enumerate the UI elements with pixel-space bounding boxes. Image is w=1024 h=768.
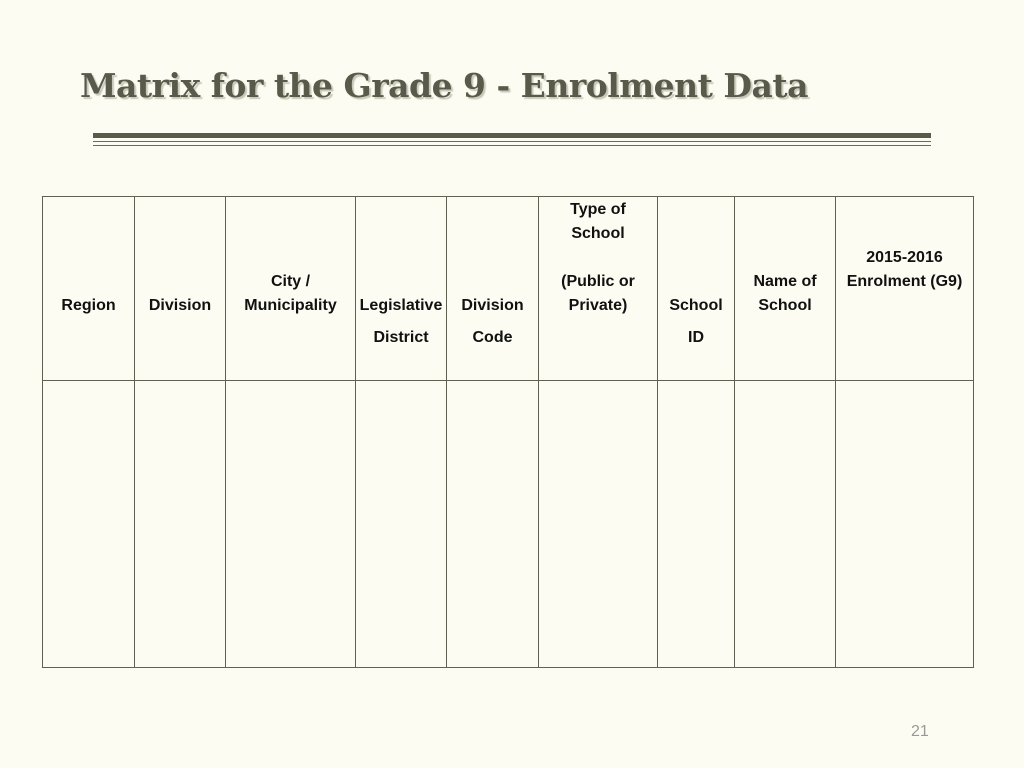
header-type-of-school [539,197,658,381]
header-text: Region [61,297,116,314]
header-text: Code [472,329,513,346]
header-text: Division [148,297,212,314]
header-text: Municipality [244,297,337,314]
header-row [43,197,974,381]
table-cell [735,381,836,668]
header-text: School [669,297,723,314]
table-cell [447,381,539,668]
slide-title: Matrix for the Grade 9 - Enrolment Data [80,66,809,105]
header-text: School [758,297,812,314]
page-number: 21 [911,723,929,740]
table-cell [658,381,735,668]
header-region [43,197,135,381]
header-text: District [373,329,429,346]
header-text: ID [688,329,704,346]
title-underline-thin [93,145,931,146]
header-text: City / [270,273,311,290]
enrolment-matrix-table [42,196,974,668]
header-text: 2015-2016 [866,249,943,266]
table-cell [356,381,447,668]
header-school-id [658,197,735,381]
title-underline-thick [93,133,931,138]
header-text: Private) [568,297,628,314]
table-cell [836,381,974,668]
table-cell [539,381,658,668]
header-text: Name of [753,273,817,290]
table-cell [43,381,135,668]
header-text: Legislative [359,297,443,314]
header-legislative-district [356,197,447,381]
title-underline-thin [93,141,931,142]
table-cell [226,381,356,668]
header-division [135,197,226,381]
table-cell [135,381,226,668]
header-text: Division [461,297,524,314]
header-division-code [447,197,539,381]
header-name-of-school [735,197,836,381]
header-city-municipality [226,197,356,381]
header-text: (Public or [561,273,635,290]
header-enrolment-g9 [836,197,974,381]
header-text: Type of [570,201,626,218]
header-text: Enrolment (G9) [846,273,963,290]
header-text: School [571,225,625,242]
table-row [43,381,974,668]
